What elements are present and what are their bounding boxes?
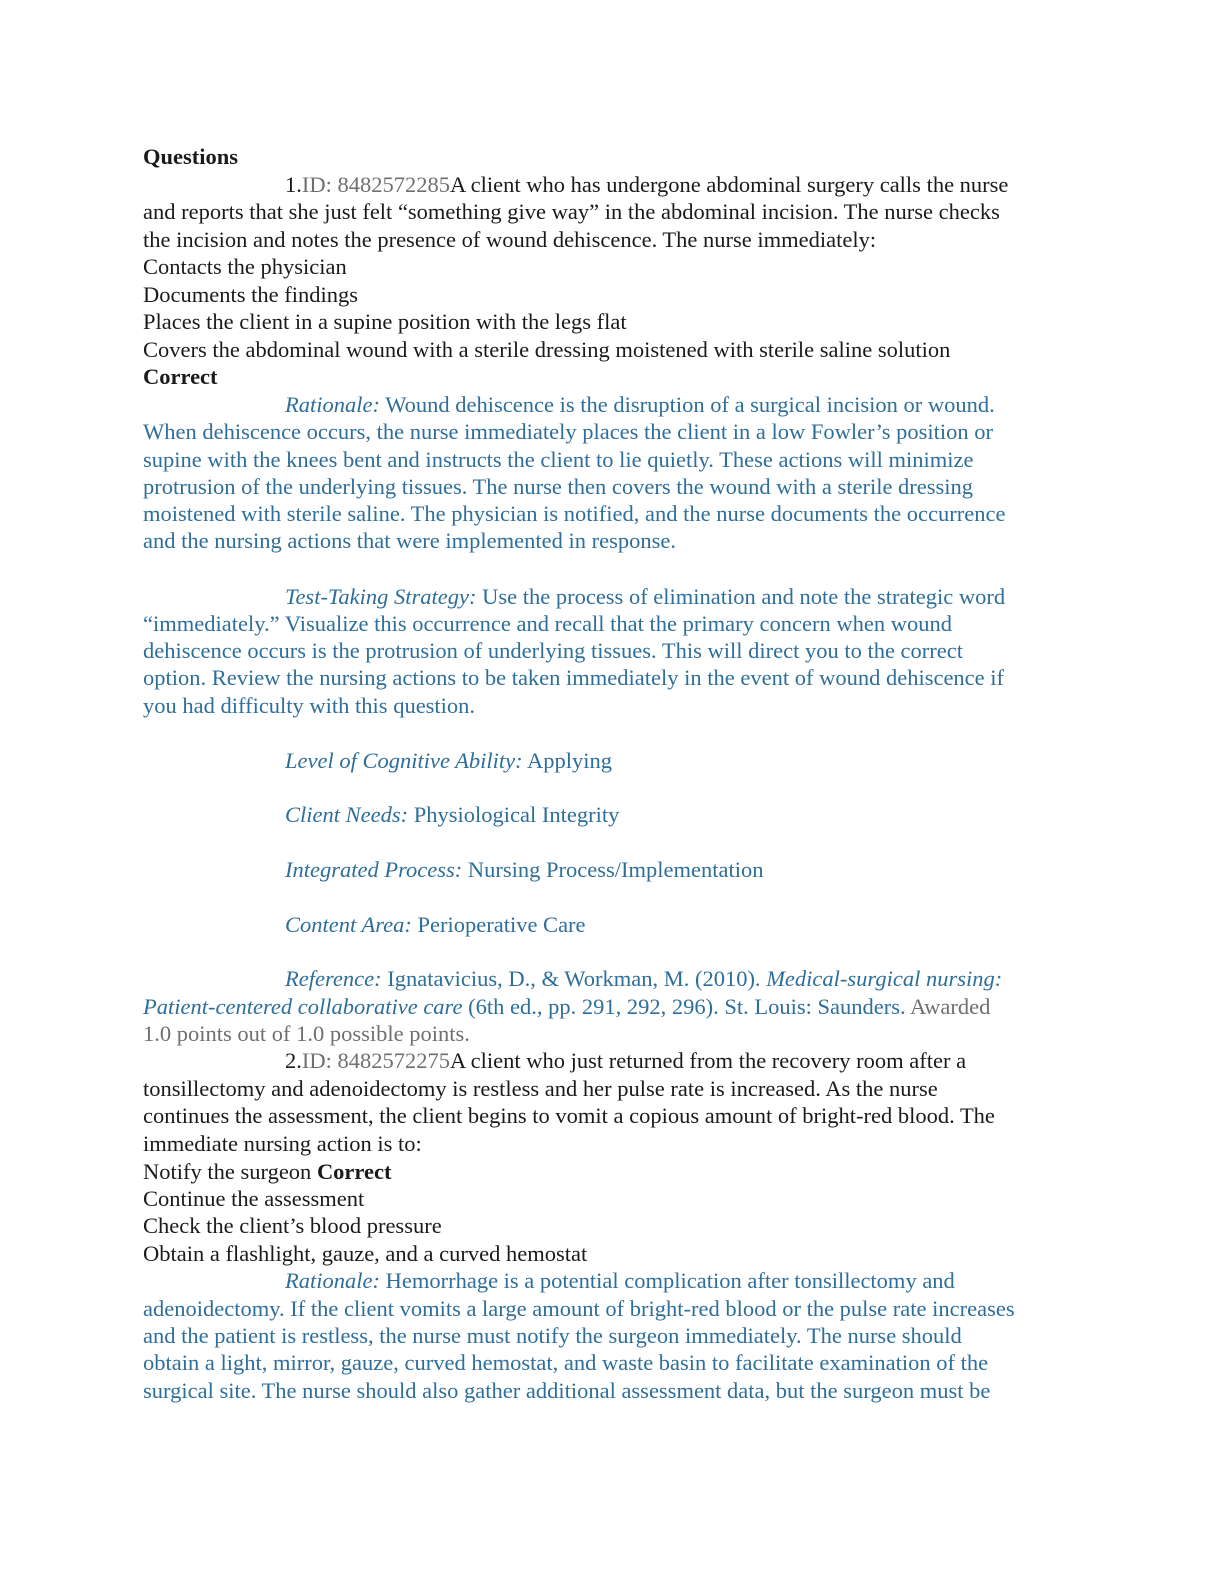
rationale-line: obtain a light, mirror, gauze, curved hemostat, and waste basin to facilitate examination of the [143, 1350, 989, 1375]
rationale-line: protrusion of the underlying tissues. The nurse then covers the wound with a sterile dressing [143, 474, 974, 499]
rationale-line: and the nursing actions that were implemented in response. [143, 528, 676, 553]
result-label: Correct [316, 1159, 392, 1184]
rationale-line: adenoidectomy. If the client vomits a large amount of bright-red blood or the pulse rate increases [143, 1296, 1015, 1321]
result-label: Correct [143, 364, 218, 389]
reference-label: Reference: [285, 966, 382, 991]
question-stem-line: A client who just returned from the recovery room after a [450, 1048, 967, 1073]
answer-option[interactable]: Obtain a flashlight, gauze, and a curved hemostat [143, 1241, 588, 1266]
strategy-line: you had difficulty with this question. [143, 693, 476, 718]
rationale-line: Rationale: Hemorrhage is a potential complication after tonsillectomy and [285, 1268, 955, 1293]
cognitive-level: Level of Cognitive Ability: Applying [285, 748, 613, 773]
answer-option[interactable]: Covers the abdominal wound with a sterile dressing moistened with sterile saline solution [143, 337, 951, 362]
rationale-line: supine with the knees bent and instructs the client to lie quietly. These actions will minimize [143, 447, 974, 472]
rationale-line: and the patient is restless, the nurse must notify the surgeon immediately. The nurse should [143, 1323, 962, 1348]
section-heading: Questions [143, 144, 239, 169]
answer-option[interactable]: Documents the findings [143, 282, 358, 307]
rationale-line: moistened with sterile saline. The physician is notified, and the nurse documents the occurrence [143, 501, 1006, 526]
reference-line: Reference: Ignatavicius, D., & Workman, M. (2010). Medical-surgical nursing: [285, 966, 1003, 991]
client-needs: Client Needs: Physiological Integrity [285, 802, 620, 827]
question-id: ID: 8482572275 [301, 1048, 450, 1073]
answer-option[interactable]: Check the client’s blood pressure [143, 1213, 442, 1238]
question-stem-line: A client who has undergone abdominal surgery calls the nurse [450, 172, 1009, 197]
rationale-line: surgical site. The nurse should also gather additional assessment data, but the surgeon must be [143, 1378, 991, 1403]
reference-line: Patient-centered collaborative care (6th ed., pp. 291, 292, 296). St. Louis: Saunders. Awarded [143, 994, 991, 1019]
awarded-points: Awarded [909, 994, 991, 1019]
integrated-process: Integrated Process: Nursing Process/Implementation [285, 857, 764, 882]
answer-option[interactable]: Continue the assessment [143, 1186, 365, 1211]
strategy-line: option. Review the nursing actions to be taken immediately in the event of wound dehiscence if [143, 665, 1005, 690]
rationale-label: Rationale: [285, 392, 380, 417]
rationale-line: Rationale: Wound dehiscence is the disruption of a surgical incision or wound. [285, 392, 995, 417]
question-stem-line: immediate nursing action is to: [143, 1131, 422, 1156]
answer-option[interactable]: Contacts the physician [143, 254, 347, 279]
question-stem-line: tonsillectomy and adenoidectomy is restless and her pulse rate is increased. As the nurse [143, 1076, 938, 1101]
awarded-points: 1.0 points out of 1.0 possible points. [143, 1021, 470, 1046]
question-1-header [285, 171, 1008, 198]
strategy-line: Test-Taking Strategy: Use the process of elimination and note the strategic word [285, 584, 1006, 609]
question-stem-line: continues the assessment, the client begins to vomit a copious amount of bright-red blood. The [143, 1103, 995, 1128]
question-stem-line: the incision and notes the presence of wound dehiscence. The nurse immediately: [143, 227, 877, 252]
question-number: 1. [285, 172, 302, 197]
content-area: Content Area: Perioperative Care [285, 912, 586, 937]
question-number: 2. [285, 1048, 302, 1073]
strategy-label: Test-Taking Strategy: [285, 584, 477, 609]
question-2-header [285, 1047, 966, 1074]
strategy-line: dehiscence occurs is the protrusion of underlying tissues. This will direct you to the correct [143, 638, 964, 663]
question-id: ID: 8482572285 [301, 172, 450, 197]
rationale-line: When dehiscence occurs, the nurse immediately places the client in a low Fowler’s position or [143, 419, 993, 444]
rationale-label: Rationale: [285, 1268, 380, 1293]
answer-option[interactable]: Notify the surgeon Correct [143, 1159, 392, 1184]
question-stem-line: and reports that she just felt “something give way” in the abdominal incision. The nurse checks [143, 199, 1000, 224]
strategy-line: “immediately.” Visualize this occurrence and recall that the primary concern when wound [143, 611, 952, 636]
answer-option[interactable]: Places the client in a supine position with the legs flat [143, 309, 627, 334]
